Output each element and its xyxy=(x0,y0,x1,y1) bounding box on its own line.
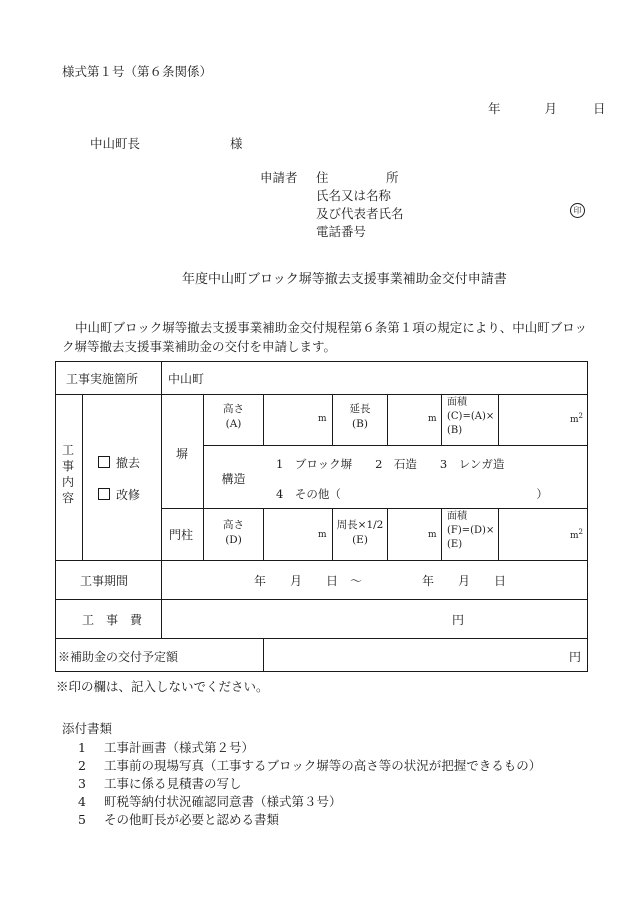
seal-mark: 印 xyxy=(570,203,585,218)
gate-height-label: 高さ (D) xyxy=(223,519,244,546)
attachments-heading: 添付書類 xyxy=(62,721,113,736)
cost-label: 工 事 費 xyxy=(82,613,143,627)
cost-unit: 円 xyxy=(452,613,465,627)
table-rule xyxy=(82,394,83,560)
option-removal[interactable]: 撤去 xyxy=(98,454,140,471)
gate-label: 門柱 xyxy=(169,528,194,542)
table-rule xyxy=(498,508,499,560)
wall-length-unit: m xyxy=(428,414,437,424)
table-rule xyxy=(56,560,587,561)
gate-area-unit: $m^2$ xyxy=(570,528,584,541)
option-repair[interactable]: 改修 xyxy=(98,486,140,503)
table-rule xyxy=(441,508,442,560)
wall-height-label: 高さ (A) xyxy=(223,403,244,430)
date-month-label: 月 xyxy=(544,101,558,116)
addressee-name: 中山町長 xyxy=(90,136,141,151)
applicant-label: 申請者 xyxy=(260,170,298,185)
representative-field-label: 及び代表者氏名 xyxy=(316,206,404,221)
date-year-label: 年 xyxy=(488,101,501,116)
table-rule xyxy=(56,599,587,600)
table-rule xyxy=(162,508,587,509)
table-rule xyxy=(203,445,587,446)
wall-height-unit: m xyxy=(318,414,327,424)
table-rule xyxy=(263,638,264,671)
application-table xyxy=(55,361,588,672)
table-rule xyxy=(387,508,388,560)
address-label-part2: 所 xyxy=(386,170,399,185)
repair-checkbox[interactable] xyxy=(98,488,110,500)
table-rule xyxy=(161,362,162,638)
table-rule xyxy=(56,394,587,395)
address-label-part1: 住 xyxy=(316,170,329,185)
table-rule xyxy=(56,638,587,639)
phone-field-label: 電話番号 xyxy=(316,224,367,239)
removal-checkbox[interactable] xyxy=(98,456,110,468)
attachment-item: 5 その他町長が必要と認める書類 xyxy=(78,812,280,827)
form-number: 様式第１号（第６条関係） xyxy=(62,64,213,79)
gate-area-label: 面積 (F)=(D)× (E) xyxy=(447,511,495,550)
table-rule xyxy=(441,394,442,445)
period-value: 年 月 日 ～ 年 月 日 xyxy=(254,574,507,588)
attachment-item: 1 工事計画書（様式第２号） xyxy=(78,740,255,755)
table-rule xyxy=(498,394,499,445)
note-line: ※印の欄は、記入しないでください。 xyxy=(56,679,269,694)
body-paragraph: 中山町ブロック塀等撤去支援事業補助金交付規程第６条第１項の規定により、中山町ブロック塀等撤去支援事業補助金の交付を申請します。 xyxy=(62,320,588,354)
addressee-suffix: 様 xyxy=(230,136,243,151)
attachment-item: 3 工事に係る見積書の写し xyxy=(78,776,242,791)
attachment-item: 2 工事前の現場写真（工事するブロック塀等の高さ等の状況が把握できるもの） xyxy=(78,758,542,773)
structure-options-line2: 4 その他（ ） xyxy=(276,487,548,501)
attachment-item: 4 町税等納付状況確認同意書（様式第３号） xyxy=(78,794,342,809)
wall-area-unit: $m^2$ xyxy=(570,412,584,425)
name-field-label: 氏名又は名称 xyxy=(316,188,392,203)
site-label: 工事実施箇所 xyxy=(66,372,139,386)
gate-perimeter-label: 周長×1/2 (E) xyxy=(336,519,384,546)
document-title: 年度中山町ブロック塀等撤去支援事業補助金交付申請書 xyxy=(182,272,507,287)
structure-options-line1: 1 ブロック塀 2 石造 3 レンガ造 xyxy=(276,457,505,471)
work-content-label: 工 事 内 容 xyxy=(62,443,75,505)
gate-height-unit: m xyxy=(318,530,327,540)
address-field-label xyxy=(316,168,399,186)
table-rule xyxy=(263,508,264,560)
gate-perimeter-unit: m xyxy=(428,530,437,540)
subsidy-unit: 円 xyxy=(569,650,582,664)
structure-label: 構造 xyxy=(221,472,246,486)
site-value: 中山町 xyxy=(168,372,205,386)
subsidy-label: ※補助金の交付予定額 xyxy=(58,650,179,664)
table-rule xyxy=(263,394,264,445)
wall-area-label: 面積 (C)=(A)× (B) xyxy=(447,397,495,436)
wall-length-label: 延長 (B) xyxy=(349,403,371,430)
addressee xyxy=(90,134,243,152)
table-rule xyxy=(387,394,388,445)
date-line xyxy=(488,99,606,117)
date-day-label: 日 xyxy=(593,101,606,116)
wall-label: 塀 xyxy=(176,447,189,461)
period-label: 工事期間 xyxy=(80,574,129,588)
